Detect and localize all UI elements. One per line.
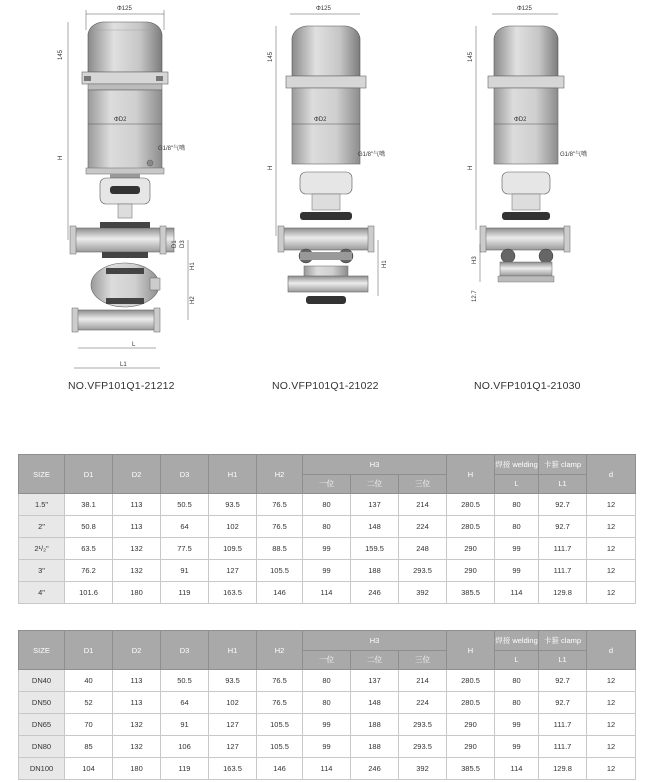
table-row <box>19 736 636 758</box>
table-row <box>19 494 636 516</box>
model-number-1: NO.VFP101Q1-21212 <box>68 380 175 392</box>
header-l1: L1 <box>539 474 587 494</box>
value-cell: 127 <box>209 714 257 736</box>
spec-table-dn-body <box>19 670 636 780</box>
value-cell: 76.5 <box>257 670 303 692</box>
value-cell: 105.5 <box>257 714 303 736</box>
value-cell: 80 <box>303 516 351 538</box>
value-cell: 85 <box>65 736 113 758</box>
header-clamp: 卡箍 clamp <box>539 455 587 475</box>
table-row <box>19 560 636 582</box>
value-cell: 80 <box>495 494 539 516</box>
header-h3-1: 一位 <box>303 474 351 494</box>
header-clamp: 卡箍 clamp <box>539 631 587 651</box>
value-cell: 102 <box>209 516 257 538</box>
value-cell: 163.5 <box>209 582 257 604</box>
header-h3: H3 <box>303 455 447 475</box>
value-cell: 12 <box>587 670 636 692</box>
drawing-1-h2: H2 <box>190 296 196 304</box>
value-cell: 188 <box>351 736 399 758</box>
value-cell: 102 <box>209 692 257 714</box>
size-cell: 2" <box>19 516 65 538</box>
value-cell: 188 <box>351 714 399 736</box>
table-row <box>19 758 636 780</box>
value-cell: 12 <box>587 736 636 758</box>
value-cell: 50.8 <box>65 516 113 538</box>
header-d3: D3 <box>161 631 209 670</box>
value-cell: 12 <box>587 582 636 604</box>
value-cell: 12 <box>587 758 636 780</box>
header-welding: 焊接 welding <box>495 455 539 475</box>
value-cell: 290 <box>447 736 495 758</box>
value-cell: 129.8 <box>539 758 587 780</box>
header-h3-1: 一位 <box>303 650 351 670</box>
header-d: d <box>587 455 636 494</box>
value-cell: 127 <box>209 560 257 582</box>
value-cell: 104 <box>65 758 113 780</box>
value-cell: 280.5 <box>447 670 495 692</box>
value-cell: 385.5 <box>447 582 495 604</box>
drawing-2 <box>268 6 388 304</box>
value-cell: 293.5 <box>399 714 447 736</box>
drawing-1-145: 145 <box>58 49 64 60</box>
drawing-2-d2: ΦD2 <box>314 117 327 123</box>
drawing-1-h1: H1 <box>190 262 196 270</box>
value-cell: 12 <box>587 516 636 538</box>
value-cell: 113 <box>113 692 161 714</box>
drawing-1-d3: D3 <box>180 240 186 248</box>
header-d2: D2 <box>113 455 161 494</box>
value-cell: 92.7 <box>539 670 587 692</box>
header-h3: H3 <box>303 631 447 651</box>
value-cell: 99 <box>303 714 351 736</box>
size-cell: DN50 <box>19 692 65 714</box>
value-cell: 148 <box>351 692 399 714</box>
model-number-3: NO.VFP101Q1-21030 <box>474 380 581 392</box>
table-row <box>19 714 636 736</box>
value-cell: 246 <box>351 582 399 604</box>
header-l: L <box>495 474 539 494</box>
value-cell: 111.7 <box>539 714 587 736</box>
value-cell: 132 <box>113 714 161 736</box>
header-h3-2: 二位 <box>351 474 399 494</box>
value-cell: 114 <box>303 582 351 604</box>
value-cell: 80 <box>303 692 351 714</box>
drawing-3-port: G1/8"气嘴 <box>560 152 588 158</box>
value-cell: 99 <box>495 736 539 758</box>
value-cell: 111.7 <box>539 538 587 560</box>
header-h3-3: 三位 <box>399 650 447 670</box>
drawing-2-145: 145 <box>268 51 274 62</box>
value-cell: 180 <box>113 758 161 780</box>
value-cell: 129.8 <box>539 582 587 604</box>
drawing-3-145: 145 <box>468 51 474 62</box>
value-cell: 80 <box>303 670 351 692</box>
value-cell: 52 <box>65 692 113 714</box>
value-cell: 12 <box>587 494 636 516</box>
drawing-3-12-7: 12.7 <box>472 290 478 302</box>
value-cell: 280.5 <box>447 692 495 714</box>
value-cell: 137 <box>351 494 399 516</box>
spec-table-inch-body <box>19 494 636 604</box>
value-cell: 12 <box>587 714 636 736</box>
drawing-2-h: H <box>268 165 274 170</box>
value-cell: 12 <box>587 560 636 582</box>
value-cell: 188 <box>351 560 399 582</box>
value-cell: 224 <box>399 692 447 714</box>
value-cell: 99 <box>303 736 351 758</box>
header-d3: D3 <box>161 455 209 494</box>
value-cell: 91 <box>161 714 209 736</box>
value-cell: 159.5 <box>351 538 399 560</box>
value-cell: 91 <box>161 560 209 582</box>
drawing-3-d2: ΦD2 <box>514 117 527 123</box>
value-cell: 111.7 <box>539 736 587 758</box>
value-cell: 385.5 <box>447 758 495 780</box>
header-l: L <box>495 650 539 670</box>
value-cell: 76.2 <box>65 560 113 582</box>
value-cell: 146 <box>257 758 303 780</box>
header-welding: 焊接 welding <box>495 631 539 651</box>
drawing-1-l1: L1 <box>120 362 127 368</box>
size-cell: DN80 <box>19 736 65 758</box>
drawing-3-h: H <box>468 165 474 170</box>
value-cell: 106 <box>161 736 209 758</box>
size-cell: 2¹/₂" <box>19 538 65 560</box>
value-cell: 76.5 <box>257 516 303 538</box>
value-cell: 293.5 <box>399 736 447 758</box>
value-cell: 92.7 <box>539 692 587 714</box>
drawing-3 <box>468 6 587 302</box>
value-cell: 12 <box>587 692 636 714</box>
value-cell: 114 <box>495 582 539 604</box>
model-number-2: NO.VFP101Q1-21022 <box>272 380 379 392</box>
value-cell: 293.5 <box>399 560 447 582</box>
value-cell: 80 <box>303 494 351 516</box>
header-h2: H2 <box>257 455 303 494</box>
value-cell: 109.5 <box>209 538 257 560</box>
drawing-1-top-dim: Φ125 <box>117 6 132 12</box>
value-cell: 92.7 <box>539 494 587 516</box>
value-cell: 99 <box>495 714 539 736</box>
drawing-1 <box>58 6 196 368</box>
value-cell: 224 <box>399 516 447 538</box>
value-cell: 80 <box>495 516 539 538</box>
value-cell: 113 <box>113 670 161 692</box>
value-cell: 180 <box>113 582 161 604</box>
value-cell: 290 <box>447 538 495 560</box>
value-cell: 105.5 <box>257 736 303 758</box>
value-cell: 76.5 <box>257 494 303 516</box>
value-cell: 146 <box>257 582 303 604</box>
value-cell: 99 <box>303 538 351 560</box>
header-d: d <box>587 631 636 670</box>
table-row <box>19 692 636 714</box>
value-cell: 119 <box>161 758 209 780</box>
drawing-2-port: G1/8"气嘴 <box>358 152 386 158</box>
value-cell: 290 <box>447 560 495 582</box>
value-cell: 132 <box>113 736 161 758</box>
header-h2: H2 <box>257 631 303 670</box>
value-cell: 64 <box>161 692 209 714</box>
size-cell: DN65 <box>19 714 65 736</box>
value-cell: 127 <box>209 736 257 758</box>
drawing-2-top-dim: Φ125 <box>316 6 331 12</box>
value-cell: 38.1 <box>65 494 113 516</box>
value-cell: 93.5 <box>209 494 257 516</box>
header-h: H <box>447 631 495 670</box>
value-cell: 99 <box>303 560 351 582</box>
header-size: SIZE <box>19 631 65 670</box>
table-row <box>19 538 636 560</box>
value-cell: 101.6 <box>65 582 113 604</box>
value-cell: 114 <box>495 758 539 780</box>
table-row <box>19 516 636 538</box>
value-cell: 50.5 <box>161 494 209 516</box>
value-cell: 114 <box>303 758 351 780</box>
size-cell: 1.5" <box>19 494 65 516</box>
value-cell: 99 <box>495 560 539 582</box>
header-h3-2: 二位 <box>351 650 399 670</box>
value-cell: 392 <box>399 758 447 780</box>
value-cell: 88.5 <box>257 538 303 560</box>
value-cell: 111.7 <box>539 560 587 582</box>
header-size: SIZE <box>19 455 65 494</box>
value-cell: 280.5 <box>447 516 495 538</box>
value-cell: 148 <box>351 516 399 538</box>
value-cell: 246 <box>351 758 399 780</box>
header-d1: D1 <box>65 455 113 494</box>
value-cell: 392 <box>399 582 447 604</box>
value-cell: 105.5 <box>257 560 303 582</box>
value-cell: 132 <box>113 538 161 560</box>
value-cell: 93.5 <box>209 670 257 692</box>
size-cell: 3" <box>19 560 65 582</box>
value-cell: 40 <box>65 670 113 692</box>
value-cell: 214 <box>399 670 447 692</box>
header-h: H <box>447 455 495 494</box>
value-cell: 137 <box>351 670 399 692</box>
value-cell: 50.5 <box>161 670 209 692</box>
drawing-1-d1: D1 <box>172 240 178 248</box>
drawing-1-port: G1/8"气嘴 <box>158 146 186 152</box>
drawing-2-h1: H1 <box>382 260 388 268</box>
header-d2: D2 <box>113 631 161 670</box>
drawing-1-l: L <box>132 342 136 348</box>
value-cell: 290 <box>447 714 495 736</box>
header-h3-3: 三位 <box>399 474 447 494</box>
header-d1: D1 <box>65 631 113 670</box>
spec-table-inch <box>18 454 636 604</box>
value-cell: 214 <box>399 494 447 516</box>
table-row <box>19 582 636 604</box>
value-cell: 113 <box>113 494 161 516</box>
drawing-3-top-dim: Φ125 <box>517 6 532 12</box>
drawing-1-d2: ΦD2 <box>114 117 127 123</box>
value-cell: 77.5 <box>161 538 209 560</box>
value-cell: 280.5 <box>447 494 495 516</box>
drawing-1-h: H <box>58 155 64 160</box>
value-cell: 119 <box>161 582 209 604</box>
value-cell: 248 <box>399 538 447 560</box>
size-cell: DN40 <box>19 670 65 692</box>
value-cell: 132 <box>113 560 161 582</box>
value-cell: 163.5 <box>209 758 257 780</box>
value-cell: 99 <box>495 538 539 560</box>
value-cell: 92.7 <box>539 516 587 538</box>
header-h1: H1 <box>209 455 257 494</box>
value-cell: 80 <box>495 692 539 714</box>
value-cell: 63.5 <box>65 538 113 560</box>
value-cell: 113 <box>113 516 161 538</box>
spec-table-dn <box>18 630 636 780</box>
value-cell: 76.5 <box>257 692 303 714</box>
header-h1: H1 <box>209 631 257 670</box>
table-row <box>19 670 636 692</box>
drawing-3-h3: H3 <box>472 256 478 264</box>
value-cell: 80 <box>495 670 539 692</box>
size-cell: 4" <box>19 582 65 604</box>
value-cell: 70 <box>65 714 113 736</box>
value-cell: 12 <box>587 538 636 560</box>
size-cell: DN100 <box>19 758 65 780</box>
header-l1: L1 <box>539 650 587 670</box>
value-cell: 64 <box>161 516 209 538</box>
